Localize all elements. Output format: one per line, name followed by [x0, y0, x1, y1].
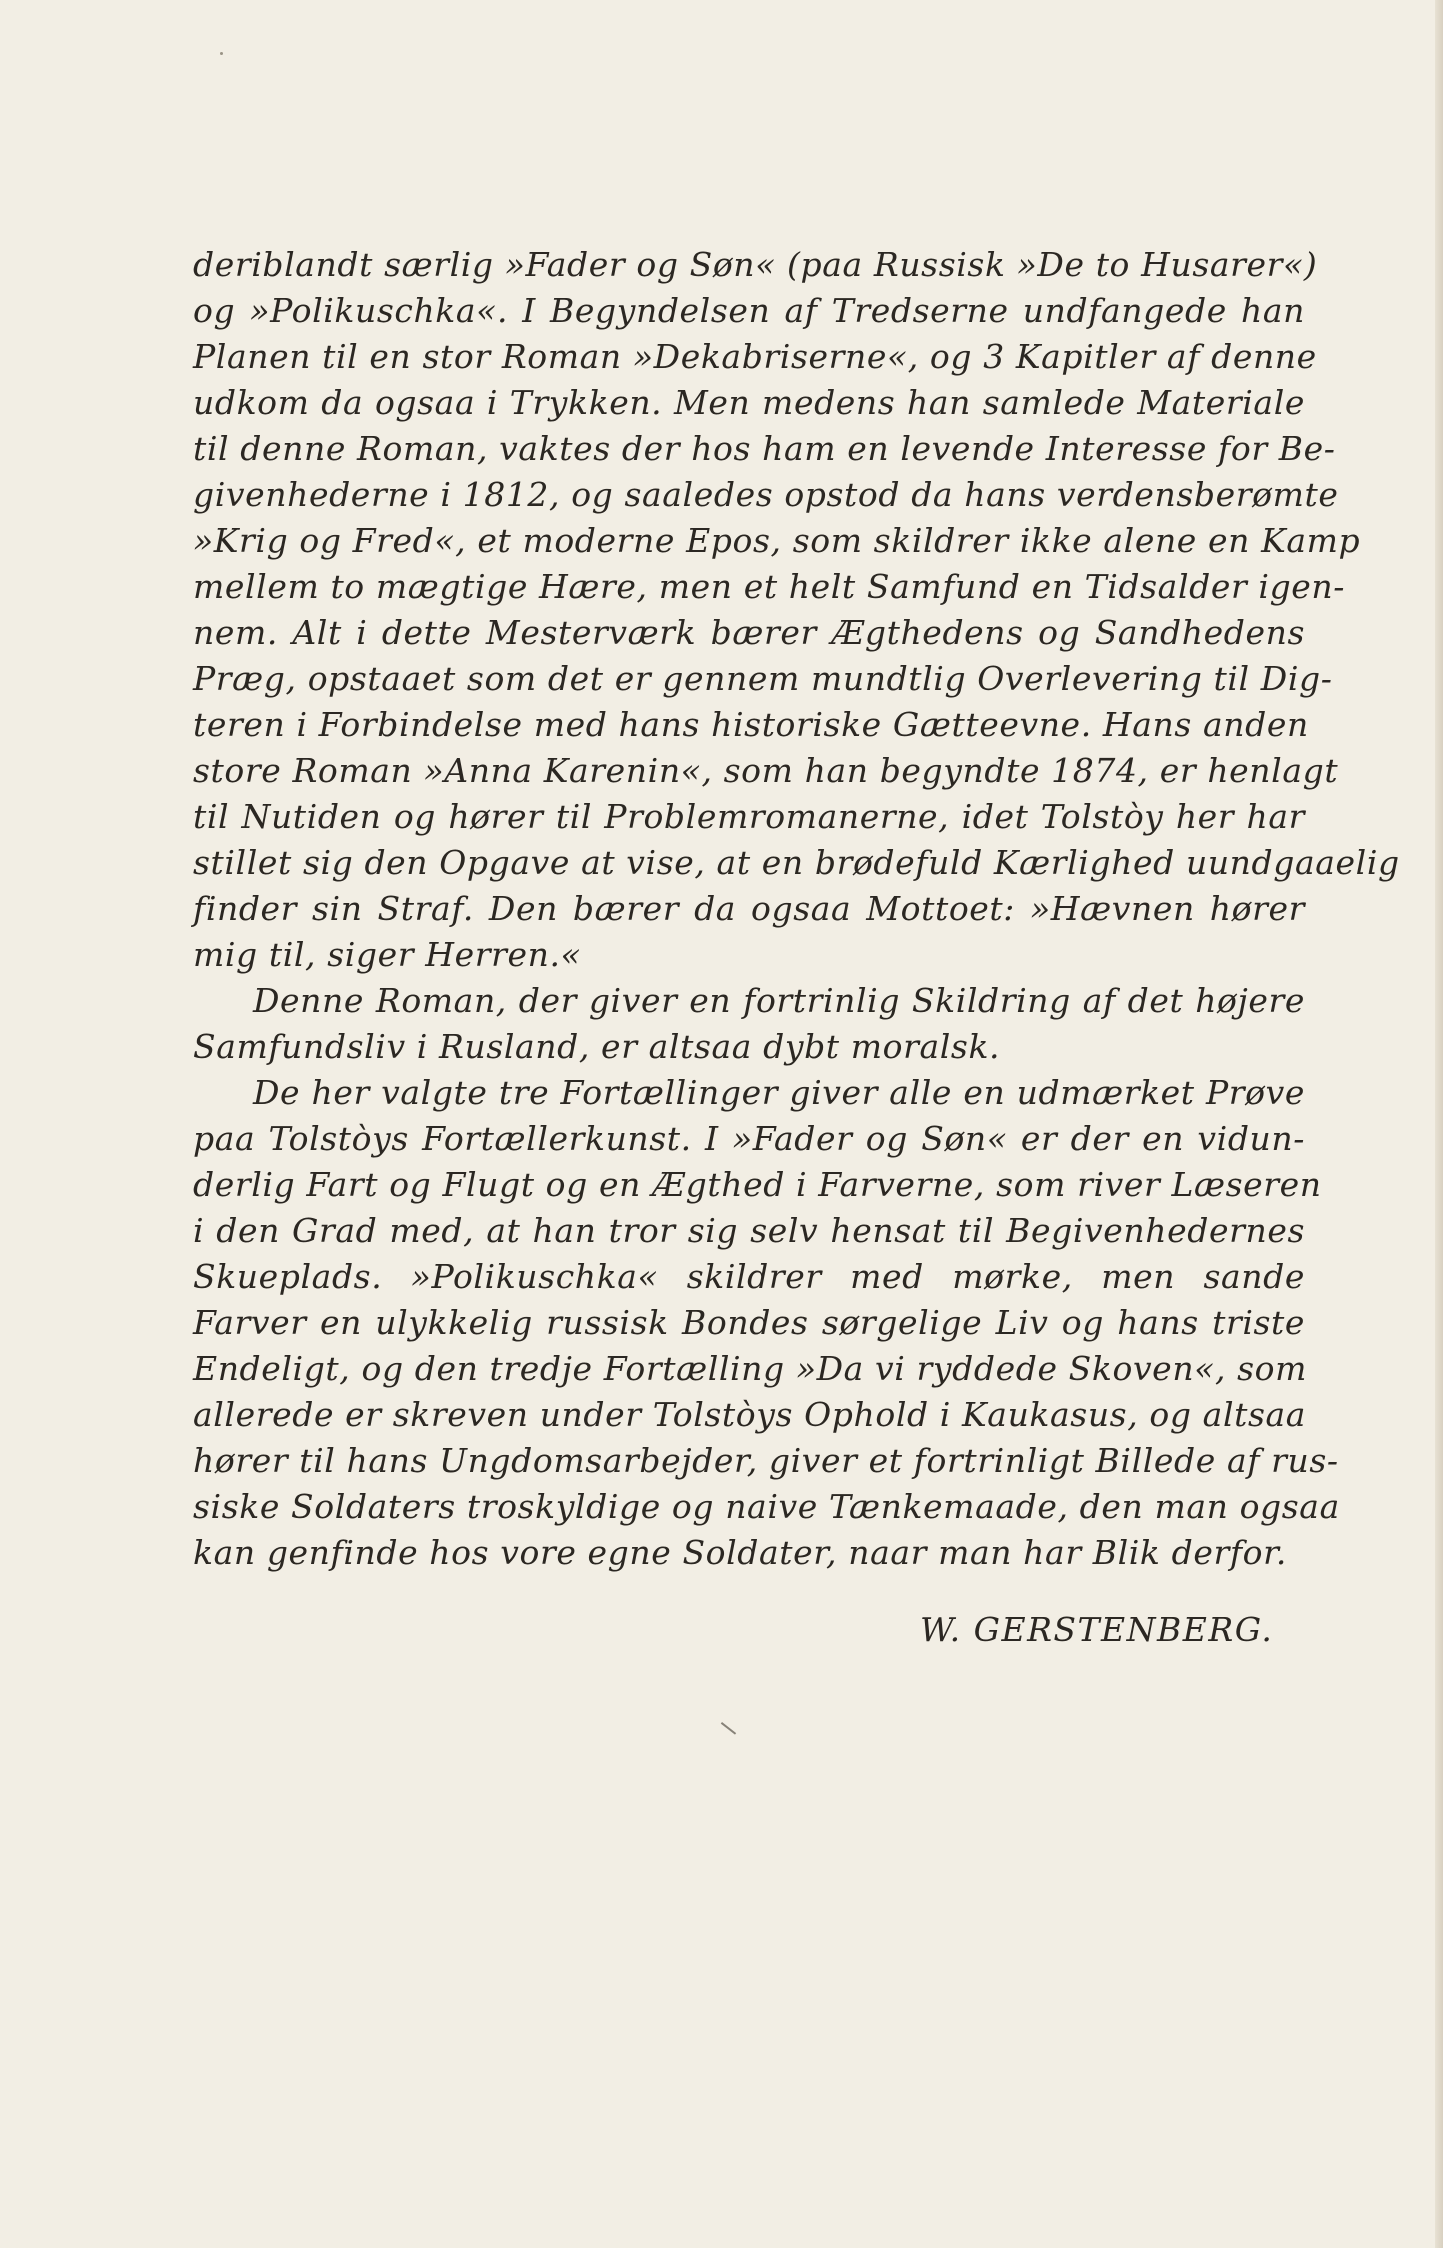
text-line: paa Tolstòys Fortællerkunst. I »Fader og Søn« er der en vidun-: [193, 1119, 1305, 1158]
text-line: Farver en ulykkelig russisk Bondes sørgelige Liv og hans triste: [193, 1303, 1305, 1342]
text-line: finder sin Straf. Den bærer da ogsaa Mottoet: »Hævnen hører: [193, 889, 1305, 928]
text-line: nem. Alt i dette Mesterværk bærer Ægthedens og Sandhedens: [193, 613, 1305, 652]
text-line: mig til, siger Herren.«: [193, 935, 582, 974]
text-line: mellem to mægtige Hære, men et helt Samfund en Tidsalder igen-: [193, 567, 1346, 606]
author-signature: W. GERSTENBERG.: [920, 1610, 1274, 1649]
text-line: hører til hans Ungdomsarbejder, giver et fortrinligt Billede af rus-: [193, 1441, 1339, 1480]
text-line: Planen til en stor Roman »Dekabriserne«, og 3 Kapitler af denne: [193, 337, 1317, 376]
text-line: i den Grad med, at han tror sig selv hensat til Begivenhedernes: [193, 1211, 1305, 1250]
ink-mark: [712, 1722, 736, 1746]
text-line: givenhederne i 1812, og saaledes opstod da hans verdensberømte: [193, 475, 1339, 514]
text-line: store Roman »Anna Karenin«, som han begyndte 1874, er henlagt: [193, 751, 1339, 790]
text-line: Denne Roman, der giver en fortrinlig Skildring af det højere: [253, 981, 1305, 1020]
text-line: derlig Fart og Flugt og en Ægthed i Farverne, som river Læseren: [193, 1165, 1322, 1204]
text-line: og »Polikuschka«. I Begyndelsen af Tredserne undfangede han: [193, 291, 1305, 330]
text-line: til denne Roman, vaktes der hos ham en levende Interesse for Be-: [193, 429, 1336, 468]
text-line: kan genfinde hos vore egne Soldater, naar man har Blik derfor.: [193, 1533, 1287, 1572]
text-line: Skueplads. »Polikuschka« skildrer med mørke, men sande: [193, 1257, 1305, 1296]
text-line: »Krig og Fred«, et moderne Epos, som skildrer ikke alene en Kamp: [193, 521, 1361, 560]
text-line: teren i Forbindelse med hans historiske Gætteevne. Hans anden: [193, 705, 1309, 744]
text-line: siske Soldaters troskyldige og naive Tænkemaade, den man ogsaa: [193, 1487, 1340, 1526]
page-speck: [220, 52, 223, 55]
text-line: Endeligt, og den tredje Fortælling »Da vi ryddede Skoven«, som: [193, 1349, 1308, 1388]
text-line: deriblandt særlig »Fader og Søn« (paa Russisk »De to Husarer«): [193, 245, 1318, 284]
page-edge-shadow: [1435, 0, 1443, 2248]
text-line: De her valgte tre Fortællinger giver alle en udmærket Prøve: [253, 1073, 1305, 1112]
text-line: Præg, opstaaet som det er gennem mundtlig Overlevering til Dig-: [193, 659, 1333, 698]
text-line: udkom da ogsaa i Trykken. Men medens han samlede Materiale: [193, 383, 1305, 422]
text-line: stillet sig den Opgave at vise, at en brødefuld Kærlighed uundgaaelig: [193, 843, 1400, 882]
text-line: til Nutiden og hører til Problemromanerne, idet Tolstòy her har: [193, 797, 1305, 836]
text-line: allerede er skreven under Tolstòys Ophold i Kaukasus, og altsaa: [193, 1395, 1307, 1434]
body-text: [193, 242, 1400, 1576]
text-line: Samfundsliv i Rusland, er altsaa dybt moralsk.: [193, 1027, 1001, 1066]
